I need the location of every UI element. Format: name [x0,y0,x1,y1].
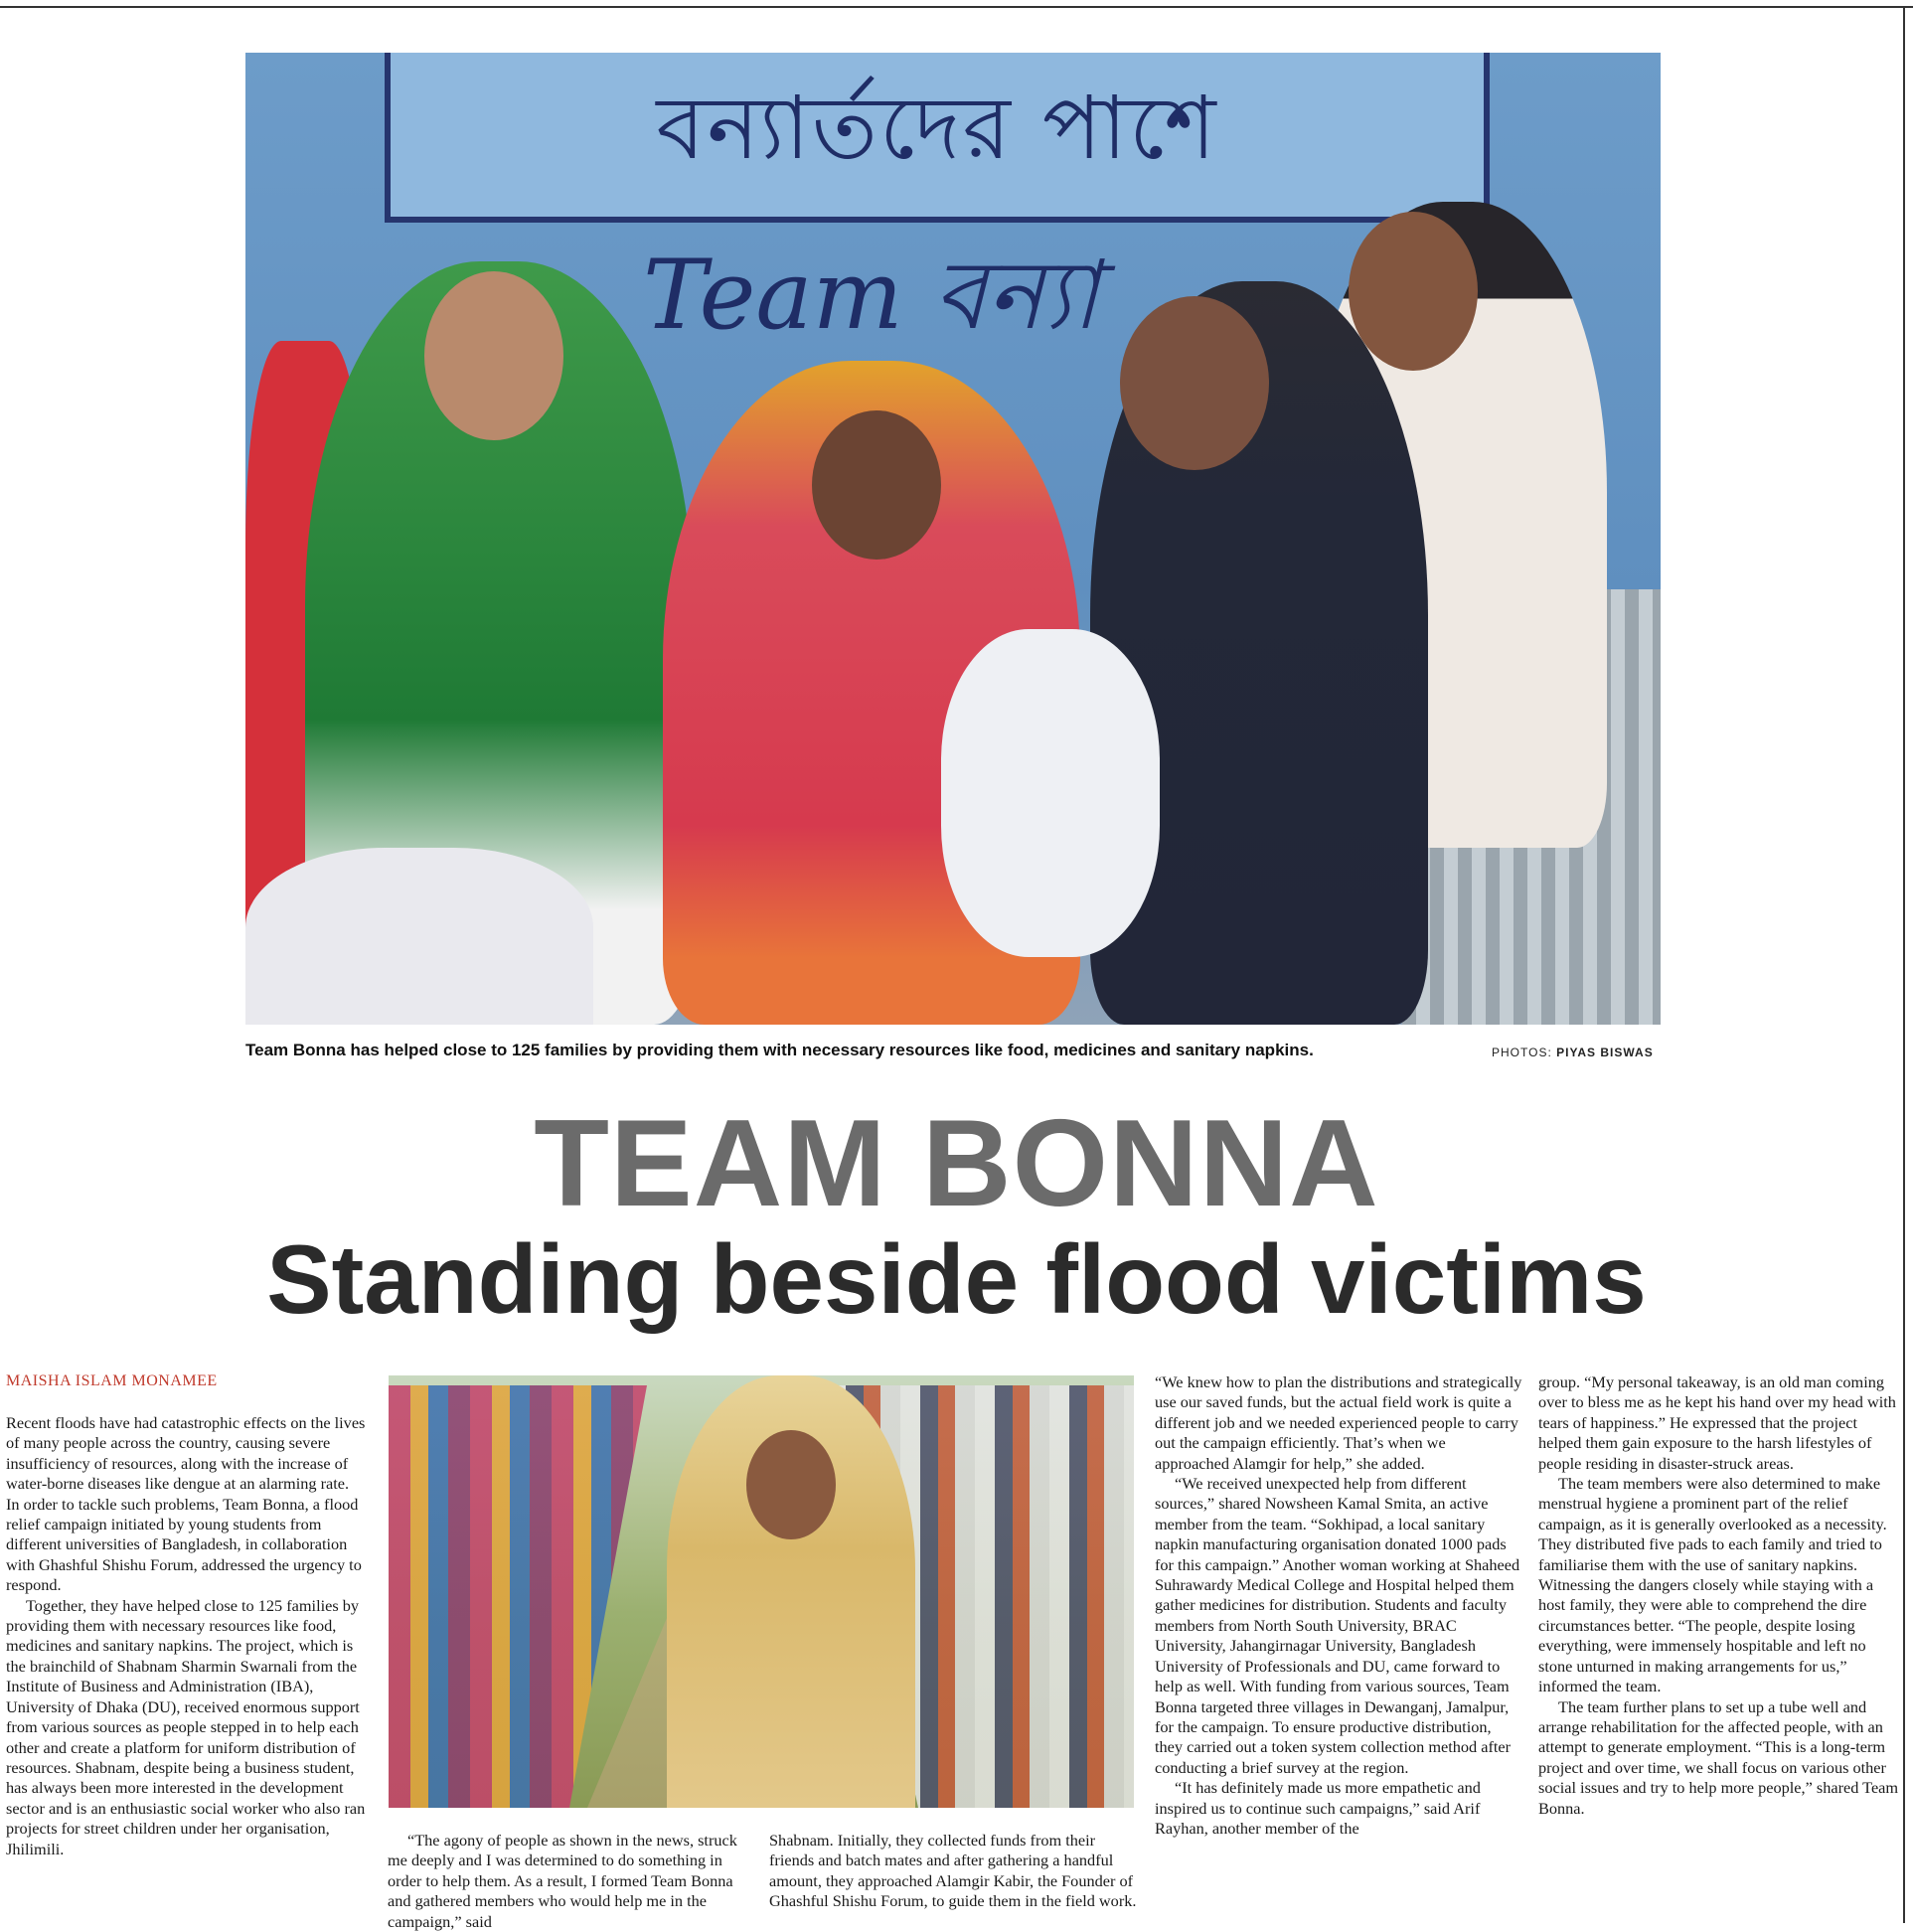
photo-credit [1492,1046,1654,1059]
article-byline: MAISHA ISLAM MONAMEE [6,1372,218,1389]
photo-banner-sub: Team বন্যা [643,240,1099,351]
right-rule [1903,6,1905,1923]
paragraph: The team further plans to set up a tube well and arrange rehabilitation for the affected people, with an attempt to generate employment. “This is a long-term project and over time, we shall focus on various other social issues and try to help more people,” shared Team Bonna. [1538,1696,1899,1818]
photo-relief-sack-2 [245,848,593,1025]
photo-face-2 [812,410,941,560]
article-kicker: TEAM BONNA [534,1095,1379,1232]
photo-face-1 [424,271,563,440]
article-column-4 [1155,1372,1522,1839]
paragraph: “The agony of people as shown in the news, struck me deeply and I was determined to do something in order to help them. As a result, I formed Team Bonna and gathered members who would help me in the campaign,” said [388,1831,737,1931]
top-rule [0,6,1913,8]
article-headline: Standing beside flood victims [266,1224,1647,1334]
queue-line-left [389,1385,647,1808]
photo-face-3 [1120,296,1269,470]
photo-credit-name: PIYAS BISWAS [1556,1046,1654,1059]
hero-photo [245,53,1661,1025]
article-column-1 [6,1413,366,1859]
queue-photo [389,1375,1134,1808]
photo-banner: বন্যার্তদের পাশে [385,53,1490,223]
article-column-2 [388,1831,755,1932]
paragraph: “We received unexpected help from different sources,” shared Nowsheen Kamal Smita, an active member from the team. “Sokhipad, a local sanitary napkin manufacturing organisation donated 1000 pads for this campaign.” Another woman working at Shaheed Suhrawardy Medical College and Hospital helped them gather medicines for distribution. Students and faculty members from North South University, BRAC University, Jahangirnagar University, Bangladesh University of Professionals and DU, came forward to help as well. With funding from various sources, Team Bonna targeted three villages in Dewanganj, Jamalpur, for the campaign. To ensure productive distribution, they carried out a token system collection method after conducting a brief survey at the region. [1155,1474,1520,1777]
paragraph: Recent floods have had catastrophic effects on the lives of many people across the country, causing severe insufficiency of resources, along with the increase of water-borne diseases like dengue at an alarming rate. In order to tackle such problems, Team Bonna, a flood relief campaign initiated by young students from different universities of Bangladesh, in collaboration with Ghashful Shishu Forum, addressed the urgency to respond. [6,1413,366,1595]
paragraph: group. “My personal takeaway, is an old man coming over to bless me as he kept his hand over my head with tears of happiness.” He expressed that the project helped them gain exposure to the harsh lifestyles of people residing in disaster-struck areas. [1538,1372,1896,1473]
paragraph: The team members were also determined to make menstrual hygiene a prominent part of the relief campaign, as it is generally overlooked as a necessity. They distributed five pads to each family and tried to familiarise them with the use of sanitary napkins. Witnessing the dangers closely while staying with a host family, they were able to comprehend the dire circumstances better. “The people, despite losing everything, were immensely hospitable and left no stone unturned in making arrangements for us,” informed the team. [1538,1474,1887,1696]
article-column-3 [769,1831,1137,1912]
queue-woman-face [746,1430,836,1539]
article-column-5 [1538,1372,1902,1819]
photo-caption: Team Bonna has helped close to 125 families by providing them with necessary resources like food, medicines and sanitary napkins. [245,1041,1314,1059]
photo-face-4 [1349,212,1478,371]
paragraph: Shabnam. Initially, they collected funds from their friends and batch mates and after gathering a handful amount, they approached Alamgir Kabir, the Founder of Ghashful Shishu Forum, to guide them in the field work. [769,1831,1137,1911]
paragraph: “It has definitely made us more empathetic and inspired us to continue such campaigns,” said Arif Rayhan, another member of the [1155,1778,1481,1838]
photo-relief-sack [941,629,1160,957]
paragraph: Together, they have helped close to 125 families by providing them with necessary resources like food, medicines and sanitary napkins. The project, which is the brainchild of Shabnam Sharmin Swarnali from the Institute of Business and Administration (IBA), University of Dhaka (DU), received enormous support from various sources as people stepped in to help each other and create a platform for uniform distribution of resources. Shabnam, despite being a business student, has always been more interested in the development sector and is an enthusiastic social worker who also ran projects for street children under her organisation, Jhilimili. [6,1595,366,1858]
paragraph: “We knew how to plan the distributions and strategically use our saved funds, but the actual field work is quite a different job and we needed experienced people to carry out the campaign efficiently. That’s when we approached Alamgir for help,” she added. [1155,1372,1522,1473]
photo-credit-label: PHOTOS: [1492,1046,1552,1059]
